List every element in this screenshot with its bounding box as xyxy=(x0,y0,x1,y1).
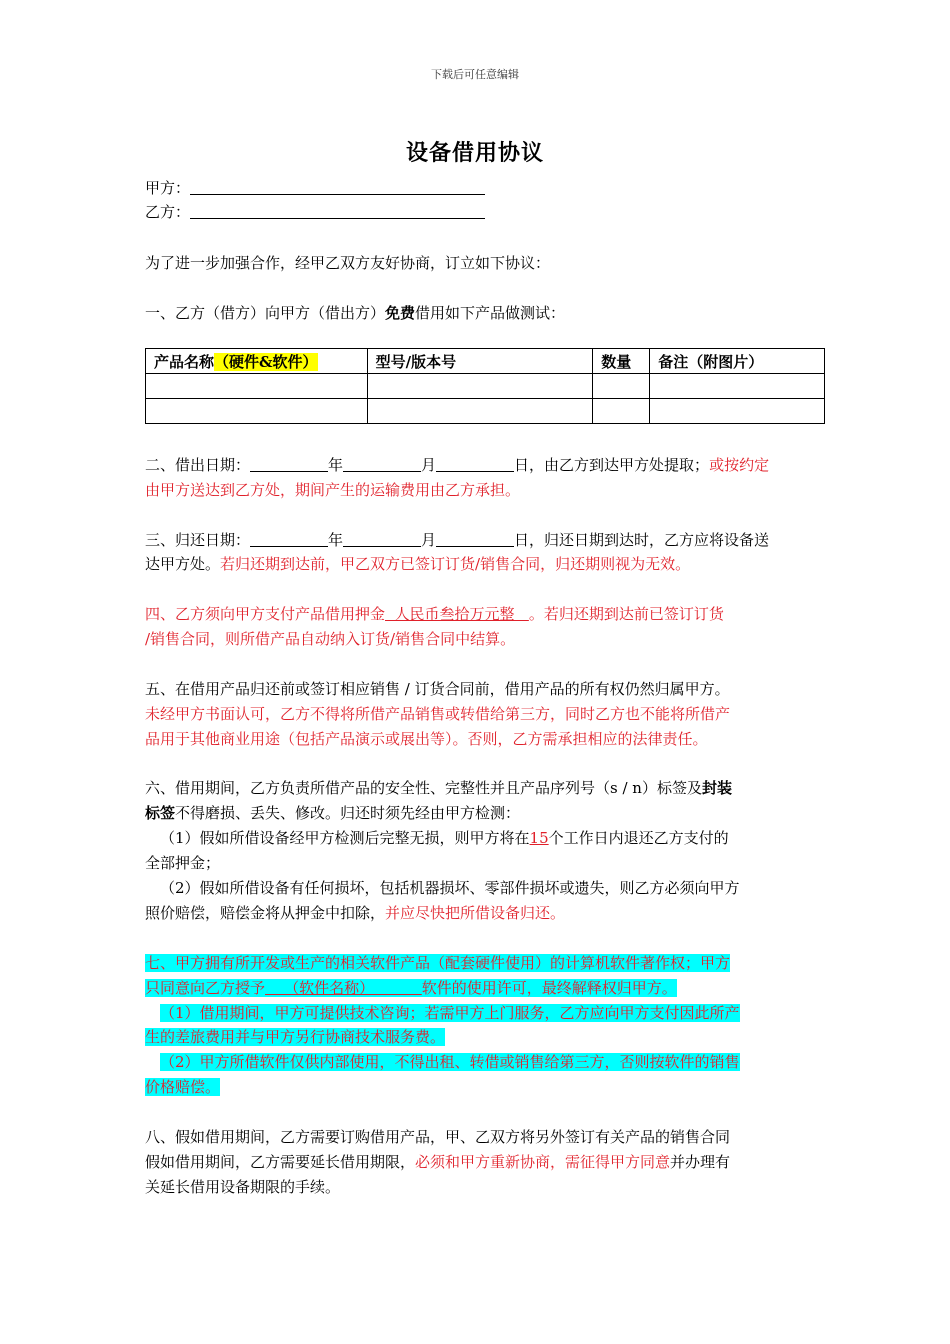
section-7-line-2 xyxy=(145,975,677,1001)
col-quantity: 数量 xyxy=(593,349,650,374)
section-8-line-2 xyxy=(145,1149,730,1175)
lend-year-blank[interactable] xyxy=(250,455,328,472)
section-6-bold-a: 封装 xyxy=(701,779,732,797)
table-cell[interactable] xyxy=(593,399,650,424)
col-remarks: 备注（附图片） xyxy=(650,349,825,374)
section-6-item-2-line-1: （2）假如所借设备有任何损坏，包括机器损坏、零部件损坏或遗失，则乙方必须向甲方 xyxy=(160,879,740,897)
section-7-item-2-text-2: 价格赔偿。 xyxy=(145,1078,221,1096)
section-6-item-1-line-1 xyxy=(160,825,729,851)
col-product-name xyxy=(146,349,368,374)
section-2-text: 日，由乙方到达甲方处提取； xyxy=(514,456,710,474)
table-cell[interactable] xyxy=(650,374,825,399)
section-2-line-1 xyxy=(145,452,769,478)
section-7-text-2b: 软件的使用许可，最终解释权归甲方。 xyxy=(421,979,677,997)
section-6-bold-b: 标签 xyxy=(145,804,176,822)
section-7-item-1-line-2 xyxy=(145,1024,445,1050)
return-day-blank[interactable] xyxy=(436,530,514,547)
page-header: 下载后可任意编辑 xyxy=(431,68,519,81)
table-cell[interactable] xyxy=(146,399,368,424)
col-model: 型号/版本号 xyxy=(367,349,593,374)
section-8-line-3: 关延长借用设备期限的手续。 xyxy=(145,1178,341,1196)
section-7-item-2-line-1 xyxy=(160,1049,740,1075)
section-6-line-2 xyxy=(145,800,520,826)
return-year-blank[interactable] xyxy=(250,530,328,547)
table-header-row xyxy=(146,349,825,374)
section-3-line-1 xyxy=(145,527,769,553)
return-month-blank[interactable] xyxy=(343,530,421,547)
table-cell[interactable] xyxy=(146,374,368,399)
section-8-line-1: 八、假如借用期间，乙方需要订购借用产品，甲、乙双方将另外签订有关产品的销售合同 xyxy=(145,1128,731,1146)
section-6-item-2-red: 并应尽快把所借设备归还。 xyxy=(385,904,566,922)
section-7-item-1-line-1 xyxy=(160,1000,740,1026)
intro-text: 为了进一步加强合作，经甲乙双方友好协商，订立如下协议： xyxy=(145,254,551,272)
section-6-item-1-line-2: 全部押金； xyxy=(145,854,221,872)
party-a-line xyxy=(145,175,485,201)
deposit-amount: 人民币叁拾万元整 xyxy=(385,605,529,623)
section-6-item-2-text: 照价赔偿，赔偿金将从押金中扣除， xyxy=(145,904,386,922)
table-cell[interactable] xyxy=(367,399,593,424)
table-row xyxy=(146,374,825,399)
party-b-blank[interactable] xyxy=(190,202,485,219)
year-label: 年 xyxy=(328,456,344,474)
table-cell[interactable] xyxy=(367,374,593,399)
section-8-red: 必须和甲方重新协商，需征得甲方同意 xyxy=(415,1153,671,1171)
section-2-red-a: 或按约定 xyxy=(709,456,770,474)
party-a-blank[interactable] xyxy=(190,178,485,195)
party-a-label: 甲方： xyxy=(145,179,191,197)
section-6-item-1-text-b: 个工作日内退还乙方支付的 xyxy=(548,829,729,847)
lend-month-blank[interactable] xyxy=(343,455,421,472)
document-title: 设备借用协议 xyxy=(405,140,544,166)
section-6-text-a: 六、借用期间，乙方负责所借产品的安全性、完整性并且产品序列号（s / n）标签及 xyxy=(145,779,702,797)
section-5-line-1: 五、在借用产品归还前或签订相应销售 / 订货合同前，借用产品的所有权仍然归属甲方。 xyxy=(145,680,730,698)
section-1-free: 免费 xyxy=(385,304,416,322)
section-7-text-1: 七、甲方拥有所开发或生产的相关软件产品（配套硬件使用）的计算机软件著作权；甲方 xyxy=(145,954,731,972)
section-1-text-b: 借用如下产品做测试： xyxy=(415,304,566,322)
lend-day-blank[interactable] xyxy=(436,455,514,472)
section-3-text: 日，归还日期到达时，乙方应将设备送 xyxy=(514,531,770,549)
section-7-item-1-text-2: 生的差旅费用并与甲方另行协商技术服务费。 xyxy=(145,1028,446,1046)
section-6-line-1 xyxy=(145,775,732,801)
section-8-text-a: 假如借用期间，乙方需要延长借用期限， xyxy=(145,1153,416,1171)
section-6-item-2-line-2 xyxy=(145,900,565,926)
products-table xyxy=(145,348,825,424)
section-3-label: 三、归还日期： xyxy=(145,531,251,549)
table-row xyxy=(146,399,825,424)
month-label: 月 xyxy=(421,531,437,549)
section-4-line-2: /销售合同，则所借产品自动纳入订货/销售合同中结算。 xyxy=(145,630,516,648)
section-3-line-2 xyxy=(145,551,690,577)
party-b-line xyxy=(145,199,485,225)
year-label: 年 xyxy=(328,531,344,549)
section-3-text-b: 达甲方处。 xyxy=(145,555,221,573)
month-label: 月 xyxy=(421,456,437,474)
section-6-item-1-text-a: （1）假如所借设备经甲方检测后完整无损，则甲方将在 xyxy=(160,829,530,847)
section-7-item-2-line-2 xyxy=(145,1074,220,1100)
section-1 xyxy=(145,300,565,326)
table-cell[interactable] xyxy=(650,399,825,424)
section-1-text-a: 一、乙方（借方）向甲方（借出方） xyxy=(145,304,386,322)
section-2-label: 二、借出日期： xyxy=(145,456,251,474)
software-name-blank[interactable]: （软件名称） xyxy=(265,979,422,997)
section-4-text-a: 四、乙方须向甲方支付产品借用押金 xyxy=(145,605,386,623)
section-3-red: 若归还期到达前，甲乙双方已签订订货/销售合同，归还期则视为无效。 xyxy=(220,555,691,573)
table-cell[interactable] xyxy=(593,374,650,399)
section-7-item-1-text-1: （1）借用期间，甲方可提供技术咨询；若需甲方上门服务，乙方应向甲方支付因此所产 xyxy=(160,1004,740,1022)
section-6-text-b: 不得磨损、丢失、修改。归还时须先经由甲方检测： xyxy=(175,804,521,822)
section-7-line-1 xyxy=(145,950,730,976)
party-b-label: 乙方： xyxy=(145,203,191,221)
section-5-line-3: 品用于其他商业用途（包括产品演示或展出等）。否则，乙方需承担相应的法律责任。 xyxy=(145,730,708,748)
section-7-item-2-text-1: （2）甲方所借软件仅供内部使用，不得出租、转借或销售给第三方，否则按软件的销售 xyxy=(160,1053,740,1071)
col-product-name-label: 产品名称 xyxy=(154,352,215,371)
section-4-line-1 xyxy=(145,601,724,627)
section-4-text-b: 。若归还期到达前已签订订货 xyxy=(528,605,724,623)
refund-days: 15 xyxy=(529,829,549,847)
section-5-line-2: 未经甲方书面认可，乙方不得将所借产品销售或转借给第三方，同时乙方也不能将所借产 xyxy=(145,705,731,723)
section-8-text-b: 并办理有 xyxy=(670,1153,731,1171)
section-2-line-2: 由甲方送达到乙方处，期间产生的运输费用由乙方承担。 xyxy=(145,481,521,499)
col-product-name-highlight: （硬件&软件） xyxy=(214,352,318,371)
section-7-text-2a: 只同意向乙方授予 xyxy=(145,979,266,997)
